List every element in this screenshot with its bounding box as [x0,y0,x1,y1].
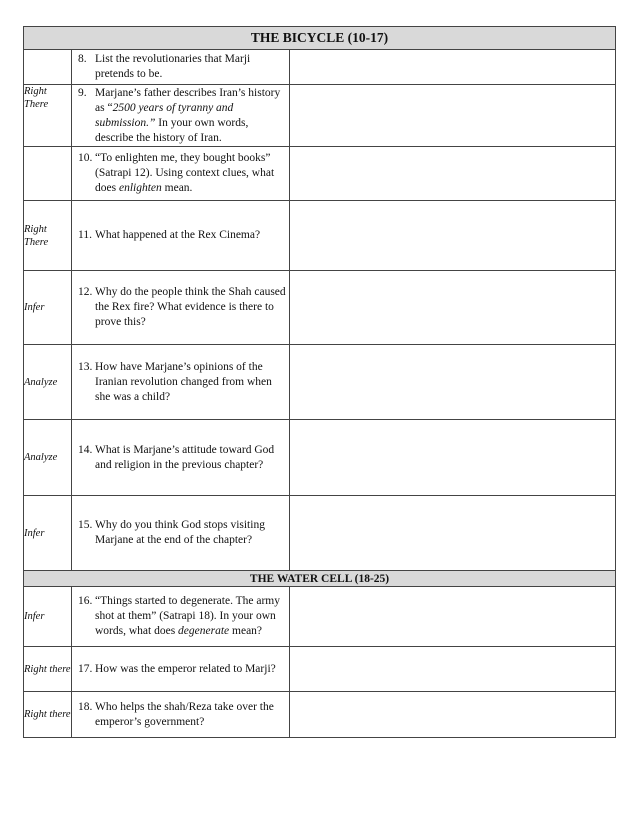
question-cell [72,345,290,420]
question-number: 16. [78,595,93,607]
question-level: Infer [24,271,72,345]
question-cell [72,85,290,147]
question-number: 13. [78,360,93,373]
question-number: 8. [78,53,87,65]
question-number: 14. [78,443,93,456]
answer-cell[interactable] [290,201,616,271]
answer-cell[interactable] [290,271,616,345]
question-cell [72,647,290,692]
question-cell [72,201,290,271]
question-text: Why do you think God stops visiting Marjane at the end of the chapter? [95,519,265,546]
worksheet-table [23,26,616,738]
question-number: 11. [78,229,92,241]
question-number: 12. [78,286,93,298]
question-level [24,147,72,201]
question-row [24,647,616,692]
question-level: Infer [24,587,72,647]
answer-cell[interactable] [290,647,616,692]
question-cell [72,587,290,647]
question-cell [72,420,290,496]
question-row [24,201,616,271]
question-text: Who helps the shah/Reza take over the emperor’s government? [95,700,274,728]
question-text: “Things started to degenerate. The army shot at them” (Satrapi 18). In your own words, what does degenerate mean? [95,595,280,637]
question-text: Marjane’s father describes Iran’s history as “2500 years of tyranny and submission.” In your own words, describe the history of Iran. [95,86,281,144]
answer-cell[interactable] [290,85,616,147]
question-level: Right There [24,85,72,147]
question-cell [72,692,290,738]
question-text: What happened at the Rex Cinema? [95,229,261,241]
answer-cell[interactable] [290,50,616,85]
question-cell [72,50,290,85]
question-text: Why do the people think the Shah caused the Rex fire? What evidence is there to prove this? [95,286,286,328]
question-row [24,50,616,85]
question-row [24,147,616,201]
question-text: How have Marjane’s opinions of the Iranian revolution changed from when she was a child? [95,360,272,403]
question-level [24,50,72,85]
question-level: Analyze [24,420,72,496]
question-row [24,496,616,571]
question-level: Right There [24,201,72,271]
question-cell [72,147,290,201]
question-number: 17. [78,662,93,675]
question-number: 15. [78,519,93,531]
question-level: Analyze [24,345,72,420]
question-number: 18. [78,700,93,713]
question-row [24,85,616,147]
answer-cell[interactable] [290,147,616,201]
answer-cell[interactable] [290,496,616,571]
answer-cell[interactable] [290,345,616,420]
section-header-water-cell [24,571,616,587]
question-number: 9. [78,86,87,99]
question-row [24,420,616,496]
question-text: List the revolutionaries that Marji pretends to be. [95,53,251,80]
question-text: How was the emperor related to Marji? [95,662,276,675]
question-cell [72,271,290,345]
question-row [24,692,616,738]
answer-cell[interactable] [290,420,616,496]
question-level: Infer [24,496,72,571]
section-title: THE BICYCLE (10-17) [24,27,616,50]
answer-cell[interactable] [290,587,616,647]
question-level: Right there [24,647,72,692]
section-header-bicycle [24,27,616,50]
answer-cell[interactable] [290,692,616,738]
question-text: “To enlighten me, they bought books” (Satrapi 12). Using context clues, what does enlighten mean. [95,152,275,194]
question-row [24,271,616,345]
question-text: What is Marjane’s attitude toward God and religion in the previous chapter? [95,443,275,471]
section-title: THE WATER CELL (18-25) [24,571,616,587]
question-level: Right there [24,692,72,738]
question-row [24,587,616,647]
question-number: 10. [78,152,93,164]
question-cell [72,496,290,571]
question-row [24,345,616,420]
